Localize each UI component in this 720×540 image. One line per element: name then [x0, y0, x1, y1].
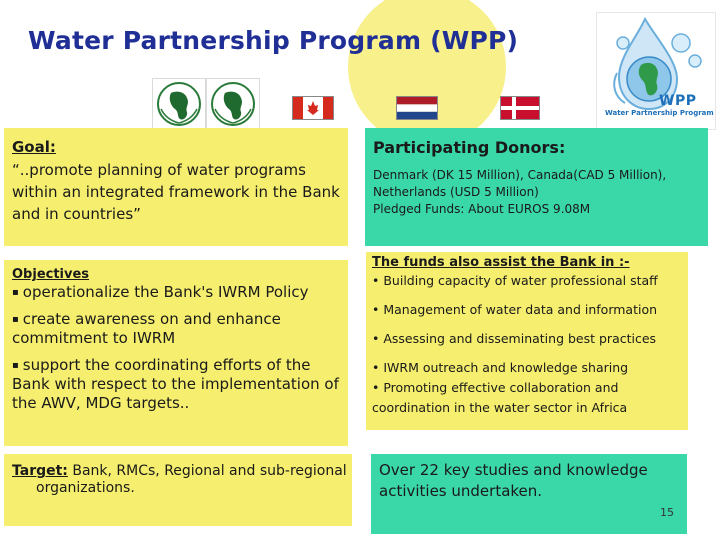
goal-label: Goal:	[12, 138, 56, 156]
funds-box	[366, 252, 688, 430]
target-line-2: organizations.	[36, 480, 135, 496]
netherlands-flag	[396, 96, 438, 120]
page-number: 15	[660, 506, 674, 519]
square-bullet-icon: ▪	[12, 360, 19, 371]
africa-emblem-icon	[153, 79, 205, 129]
canada-flag	[292, 96, 334, 120]
target-box	[4, 454, 352, 526]
canada-flag-icon	[293, 97, 333, 119]
funds-item: coordination in the water sector in Africa	[372, 400, 628, 415]
funds-label: The funds also assist the Bank in :-	[372, 255, 630, 270]
logo-subtitle: Water Partnership Program	[605, 109, 714, 117]
funds-item: • IWRM outreach and knowledge sharing	[372, 360, 629, 375]
goal-text: “..promote planning of water programs within an integrated framework in the Bank and in countries”	[12, 161, 340, 223]
funds-item: • Promoting effective collaboration and	[372, 380, 619, 395]
donors-label: Participating Donors:	[373, 138, 566, 157]
afdb-emblem-1	[152, 78, 206, 130]
donors-box	[365, 128, 708, 246]
africa-emblem-icon	[207, 79, 259, 129]
logo-acronym: WPP	[659, 93, 697, 109]
wpp-logo	[596, 12, 716, 130]
denmark-flag-icon	[501, 97, 539, 119]
target-label: Target:	[12, 463, 68, 479]
target-line-1: Target: Bank, RMCs, Regional and sub-regional	[12, 463, 347, 479]
studies-text: Over 22 key studies and knowledge activities undertaken.	[379, 461, 648, 500]
objective-item: ▪ create awareness on and enhance commitment to IWRM	[12, 310, 281, 347]
objective-item: ▪ operationalize the Bank's IWRM Policy	[12, 283, 309, 301]
goal-box	[4, 128, 348, 246]
afdb-emblem-2	[206, 78, 260, 130]
funds-item: • Building capacity of water professional staff	[372, 273, 658, 288]
objectives-label: Objectives	[12, 267, 90, 282]
donors-text: Denmark (DK 15 Million), Canada(CAD 5 Million), Netherlands (USD 5 Million) Pledged Funds: About EUROS 9.08M	[373, 168, 667, 216]
background-sun-circle	[348, 0, 506, 146]
funds-item: • Management of water data and information	[372, 302, 658, 317]
studies-box	[371, 454, 687, 534]
objective-item: ▪ support the coordinating efforts of the Bank with respect to the implementation of the AWV, MDG targets..	[12, 356, 339, 412]
square-bullet-icon: ▪	[12, 314, 19, 325]
objectives-box	[4, 260, 348, 446]
square-bullet-icon: ▪	[12, 287, 19, 298]
denmark-flag	[500, 96, 540, 120]
funds-item: • Assessing and disseminating best practices	[372, 331, 657, 346]
page-title: Water Partnership Program (WPP)	[28, 26, 519, 55]
netherlands-flag-icon	[397, 97, 437, 119]
